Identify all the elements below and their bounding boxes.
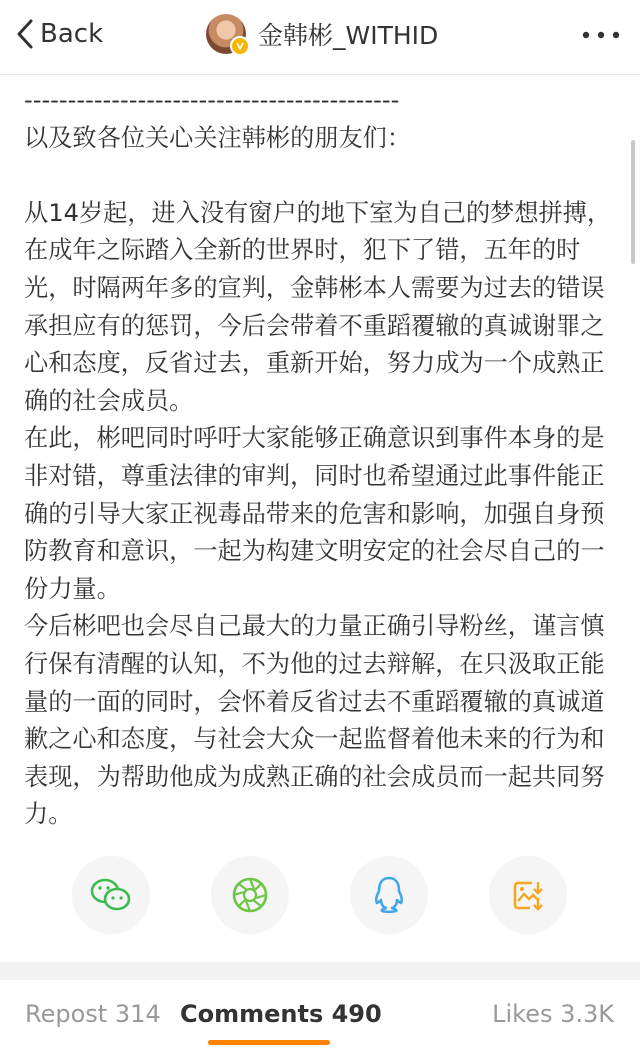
- post-body: [24, 82, 620, 834]
- share-moments-button[interactable]: [211, 856, 289, 934]
- paragraph-1: 从14岁起，进入没有窗户的地下室为自己的梦想拼搏，在成年之际踏入全新的世界时，犯下了错，五年的时光，时隔两年多的宣判，金韩彬本人需要为过去的错误承担应有的惩罚，今后会带着不重蹈覆辙的真诚谢罪之心和态度，反省过去，重新开始，努力成为一个成熟正确的社会成员。: [24, 198, 612, 415]
- share-wechat-button[interactable]: [72, 856, 150, 934]
- tab-likes[interactable]: Likes 3.3K: [492, 1000, 614, 1028]
- dash-divider: -------------------------------------------: [24, 86, 400, 114]
- active-tab-underline: [208, 1040, 330, 1045]
- chevron-left-icon: [16, 18, 34, 50]
- moments-icon: [231, 876, 269, 914]
- interaction-tabs: [0, 980, 640, 1057]
- profile-header[interactable]: [206, 14, 438, 54]
- nav-bar: [0, 0, 640, 75]
- back-label: Back: [40, 19, 104, 49]
- qq-icon: [372, 875, 406, 915]
- save-image-icon: [510, 877, 546, 913]
- back-button[interactable]: [16, 18, 103, 50]
- section-divider: [0, 962, 640, 980]
- share-qq-button[interactable]: [350, 856, 428, 934]
- username[interactable]: 金韩彬_WITHID: [258, 21, 439, 50]
- wechat-icon: [90, 877, 132, 913]
- scrollbar[interactable]: [631, 140, 635, 264]
- blank-line: [24, 157, 620, 195]
- tab-comments[interactable]: Comments 490: [180, 1000, 382, 1028]
- tab-repost[interactable]: Repost 314: [25, 1000, 161, 1028]
- more-icon[interactable]: [582, 24, 620, 43]
- greeting-line: 以及致各位关心关注韩彬的朋友们：: [24, 123, 412, 152]
- paragraph-3: 今后彬吧也会尽自己最大的力量正确引导粉丝，谨言慎行保有清醒的认知，不为他的过去辩解，在只汲取正能量的一面的同时，会怀着反省过去不重蹈覆辙的真诚道歉之心和态度，与社会大众一起监督着他未来的行为和表现，为帮助他成为成熟正确的社会成员而一起共同努力。: [24, 612, 605, 829]
- save-image-button[interactable]: [489, 856, 567, 934]
- paragraph-2: 在此，彬吧同时呼吁大家能够正确意识到事件本身的是非对错，尊重法律的审判，同时也希望通过此事件能正确的引导大家正视毒品带来的危害和影响，加强自身预防教育和意识，一起为构建文明安定的社会尽自己的一份力量。: [24, 424, 605, 603]
- avatar[interactable]: [206, 14, 246, 54]
- verified-badge-icon: [230, 36, 250, 56]
